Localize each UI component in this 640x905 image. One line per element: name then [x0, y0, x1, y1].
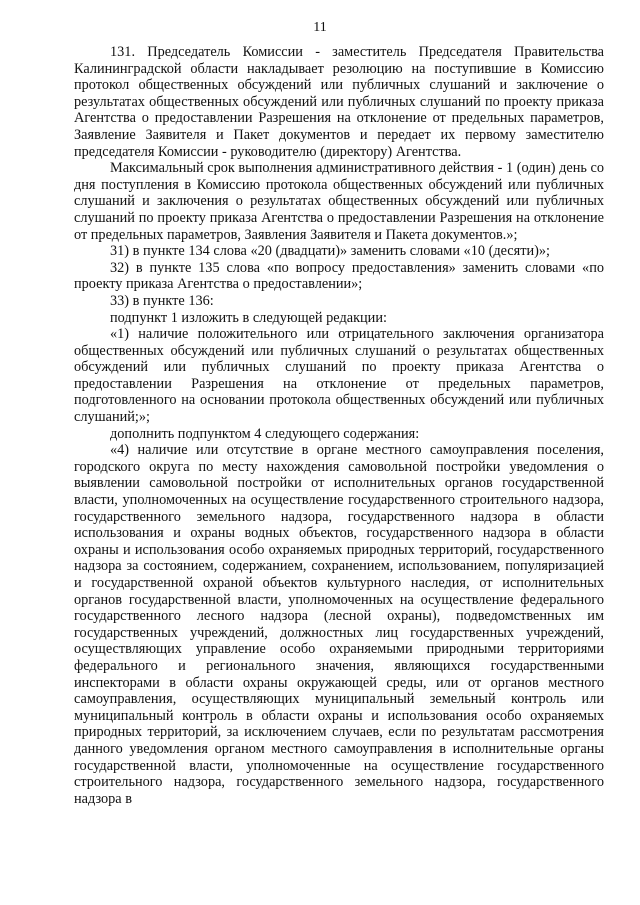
page-number: 11 — [313, 20, 327, 35]
paragraph-subitem-1: «1) наличие положительного или отрицательного заключения организатора общественных обсуждений или публичных слушаний о результатах общественных обсуждений или публичных слушаний по проекту приказа Агентства о предоставлении Разрешения на отклонение от предельных параметров, подготовленного на основании протокола общественных обсуждений или публичных слушаний;»; — [74, 326, 604, 426]
document-body — [74, 44, 604, 807]
paragraph-subitem-4: «4) наличие или отсутствие в органе местного самоуправления поселения, городского округа по месту нахождения самовольной постройки уведомления о выявлении самовольной постройки от исполнительных органов государственной власти, уполномоченных на осуществление государственного строительного надзора, государственного земельного надзора, государственного надзора в области использования и охраны водных объектов, государственного надзора в области охраны и использования особо охраняемых природных территорий, государственного надзора за состоянием, содержанием, сохранением, использованием, популяризацией и государственной охраной объектов культурного наследия, от исполнительных органов государственной власти, уполномоченных на осуществление федерального государственного лесного надзора (лесной охраны), подведомственных им государственных учреждений, должностных лиц государственных учреждений, осуществляющих управление особо охраняемыми природными территориями федерального и регионального значения, являющихся государственными инспекторами в области охраны окружающей среды, или от органов местного самоуправления, осуществляющих муниципальный земельный контроль или муниципальный контроль в области охраны и использования особо охраняемых природных территорий, за исключением случаев, если по результатам рассмотрения данного уведомления органом местного самоуправления в исполнительные органы государственной власти, уполномоченные на осуществление государственного строительного надзора, государственного земельного надзора, государственного надзора в — [74, 442, 604, 807]
paragraph-subitem-4-intro: дополнить подпунктом 4 следующего содержания: — [110, 425, 420, 442]
paragraph-131: 131. Председатель Комиссии - заместитель Председателя Правительства Калининградской области накладывает резолюцию на поступившие в Комиссию протокол общественных обсуждений или публичных слушаний и заключение о результатах общественных обсуждений или публичных слушаний по проекту приказа Агентства о предоставлении Разрешения на отклонение от предельных параметров, Заявление Заявителя и Пакет документов и передает их первому заместителю председателя Комиссии - руководителю (директору) Агентства. — [74, 44, 604, 160]
paragraph-subitem-1-intro: подпункт 1 изложить в следующей редакции: — [110, 309, 387, 326]
paragraph-item-33: 33) в пункте 136: — [110, 292, 214, 309]
paragraph-item-32: 32) в пункте 135 слова «по вопросу предоставления» заменить словами «по проекту приказа Агентства о предоставлении»; — [74, 259, 604, 293]
paragraph-deadline: Максимальный срок выполнения административного действия - 1 (один) день со дня поступления в Комиссию протокола общественных обсуждений или публичных слушаний и заключения о результатах общественных обсуждений или публичных слушаний по проекту приказа Агентства о предоставлении Разрешения на отклонение от предельных параметров, Заявления Заявителя и Пакета документов.»; — [74, 160, 604, 243]
paragraph-item-31: 31) в пункте 134 слова «20 (двадцати)» заменить словами «10 (десяти)»; — [110, 243, 551, 260]
